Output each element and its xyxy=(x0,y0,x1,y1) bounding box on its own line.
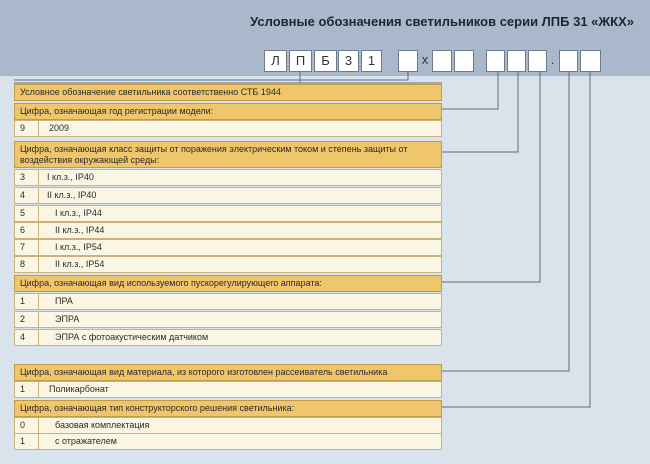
header-banner xyxy=(0,0,650,76)
row-value: ЭПРА xyxy=(55,314,80,324)
column-divider xyxy=(38,121,39,136)
connector-line xyxy=(442,72,569,371)
code-multiply-sign: х xyxy=(421,52,429,67)
row-value: I кл.з., IP44 xyxy=(55,208,102,218)
code-blank-box xyxy=(432,50,452,72)
row-code: 1 xyxy=(20,436,26,446)
column-divider xyxy=(38,434,39,449)
code-blank-box xyxy=(528,50,547,72)
code-blank-box xyxy=(486,50,505,72)
column-divider xyxy=(38,418,39,433)
row-value: 2009 xyxy=(49,123,70,133)
table-row xyxy=(14,205,442,222)
code-letter-box: Л xyxy=(264,50,287,72)
connector-line xyxy=(442,72,540,282)
section-header-design-type: Цифра, означающая тип конструкторского решения светильника: xyxy=(14,400,442,417)
column-divider xyxy=(38,312,39,327)
row-code: 7 xyxy=(20,242,26,252)
column-divider xyxy=(38,240,39,255)
row-value: Поликарбонат xyxy=(49,384,109,394)
row-value: I кл.з., IP40 xyxy=(47,172,94,182)
row-value: II кл.з., IP44 xyxy=(55,225,105,235)
connector-line xyxy=(442,72,498,109)
table-row xyxy=(14,256,442,273)
row-code: 3 xyxy=(20,172,26,182)
table-row xyxy=(14,293,442,310)
column-divider xyxy=(38,382,39,397)
column-divider xyxy=(38,223,39,238)
row-value: II кл.з., IP54 xyxy=(55,259,105,269)
section-header-diffuser-material: Цифра, означающая вид материала, из которого изготовлен рассеиватель светильника xyxy=(14,364,442,381)
table-row xyxy=(14,311,442,328)
table-row xyxy=(14,381,442,398)
row-value: II кл.з., IP40 xyxy=(47,190,97,200)
row-value: ПРА xyxy=(55,296,73,306)
code-blank-box xyxy=(559,50,578,72)
diagram-title: Условные обозначения светильников серии ЛПБ 31 «ЖКХ» xyxy=(250,14,634,29)
connector-line xyxy=(442,72,518,152)
row-code: 1 xyxy=(20,384,26,394)
code-letter-box: П xyxy=(289,50,312,72)
row-code: 4 xyxy=(20,332,26,342)
row-code: 1 xyxy=(20,296,26,306)
row-code: 4 xyxy=(20,190,26,200)
row-code: 2 xyxy=(20,314,26,324)
row-value: I кл.з., IP54 xyxy=(55,242,102,252)
code-blank-box xyxy=(507,50,526,72)
code-letter-box: Б xyxy=(314,50,337,72)
code-blank-box xyxy=(454,50,474,72)
code-dot: . xyxy=(550,52,555,67)
row-code: 0 xyxy=(20,420,26,430)
row-value: базовая комплектация xyxy=(55,420,150,430)
section-header-standard: Условное обозначение светильника соответственно СТБ 1944 xyxy=(14,84,442,101)
table-row xyxy=(14,417,442,434)
row-code: 6 xyxy=(20,225,26,235)
section-header-ballast: Цифра, означающая вид используемого пускорегулирующего аппарата: xyxy=(14,275,442,292)
column-divider xyxy=(38,206,39,221)
column-divider xyxy=(38,170,39,185)
row-value: ЭПРА с фотоакустическим датчиком xyxy=(55,332,209,342)
table-row xyxy=(14,187,442,204)
column-divider xyxy=(38,294,39,309)
code-digit-box: 1 xyxy=(361,50,382,72)
row-value: с отражателем xyxy=(55,436,117,446)
code-blank-box xyxy=(580,50,601,72)
table-row xyxy=(14,120,442,137)
table-row xyxy=(14,169,442,186)
table-row xyxy=(14,239,442,256)
row-code: 5 xyxy=(20,208,26,218)
column-divider xyxy=(38,257,39,272)
table-row xyxy=(14,433,442,450)
table-row xyxy=(14,222,442,239)
table-row xyxy=(14,329,442,346)
connector-line xyxy=(442,72,590,407)
code-blank-box xyxy=(398,50,418,72)
section-header-protection-class: Цифра, означающая класс защиты от поражения электрическим током и степень защиты от воздействия окружающей среды: xyxy=(14,141,442,168)
row-code: 9 xyxy=(20,123,26,133)
column-divider xyxy=(38,188,39,203)
section-header-year: Цифра, означающая год регистрации модели: xyxy=(14,103,442,120)
column-divider xyxy=(38,330,39,345)
row-code: 8 xyxy=(20,259,26,269)
code-digit-box: 3 xyxy=(338,50,359,72)
